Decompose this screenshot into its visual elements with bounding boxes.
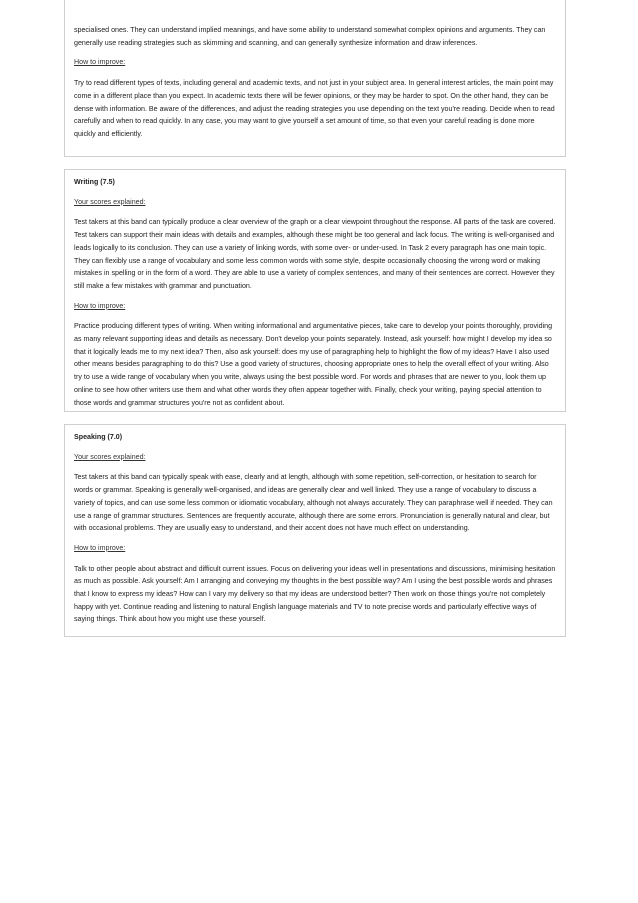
writing-section: [64, 169, 566, 412]
speaking-title: Speaking (7.0): [74, 433, 123, 441]
speaking-how-to-improve-text: Talk to other people about abstract and difficult current issues. Focus on delivering your ideas well in presentations and discussions, minimising hesitation as much as possible. Ask yourself: Am I arranging and conveying my thoughts in the best possible way? Am I using the best possible words and phrases that I know to express my ideas? How can I vary my delivery so that my ideas are understood better? Then work on those things you're not completely happy with yet. Continue reading and listening to natural English language materials and TV to note precise words and particularly effective ways of saying things. Think about how you might use these yourself.: [74, 564, 556, 624]
writing-how-to-improve-text: Practice producing different types of writing. When writing informational and argumentative pieces, take care to develop your points thoroughly, providing as many relevant supporting ideas and details as necessary. Don't develop your points separately. Instead, ask yourself: how might I develop my idea so that it logically leads me to my next idea? Then, also ask yourself: does my use of paragraphing help to highlight the flow of my ideas? Have I also used other means besides paragraphing to do this? Use a good variety of structures, choosing appropriate ones to help the overall effect of your writing. Also try to use a wide range of vocabulary when you write, always using the best possible word. For words and phrases that are newer to you, look them up online to see how other writers use them and what other words they often appear together with. Finally, check your writing, paying special attention to those words and grammar structures you're not as confident about.: [74, 322, 553, 407]
writing-scores-label: Your scores explained:: [74, 197, 146, 206]
reading-section: [64, 0, 566, 157]
speaking-how-to-improve-label: How to improve:: [74, 543, 126, 552]
speaking-scores-label: Your scores explained:: [74, 452, 146, 461]
reading-how-to-improve-label: How to improve:: [74, 58, 126, 67]
writing-scores-text: Test takers at this band can typically produce a clear overview of the graph or a clear viewpoint throughout the response. All parts of the task are covered. Test takers can support their main ideas with details and examples, although these might be too general and lack focus. The writing is well-organised and leads logically to its conclusion. They can use a variety of linking words, with some over- or under-used. In Task 2 every paragraph has one main topic. They can flexibly use a range of vocabulary and some less common words with some style, despite occasionally choosing the wrong word or making mistakes in spelling or in the form of a word. They are able to use a variety of complex sentences, and many of their sentences are correct. However they still make a few mistakes with grammar and punctuation.: [74, 218, 556, 290]
reading-how-to-improve-text: Try to read different types of texts, including general and academic texts, and not just in your subject area. In general interest articles, the main point may come in a different place than you expect. In academic texts there will be fewer opinions, or they may be harder to spot. On the other hand, they can be dense with information. Be aware of the differences, and adjust the reading strategies you use depending on the text you're reading. Decide when to read carefully and when to read quickly. In any case, you may want to give yourself a set amount of time, so that even your careful reading is done more quickly and efficiently.: [74, 79, 555, 138]
writing-how-to-improve-label: How to improve:: [74, 301, 126, 310]
reading-scores-continuation: specialised ones. They can understand implied meanings, and have some ability to understand somewhat complex opinions and arguments. They can generally use reading strategies such as skimming and scanning, and can generally synthesize information and draw inferences.: [74, 26, 546, 47]
speaking-section: [64, 424, 566, 637]
writing-title: Writing (7.5): [74, 178, 115, 186]
speaking-scores-text: Test takers at this band can typically speak with ease, clearly and at length, although with some repetition, self-correction, or hesitation to search for words or grammar. Speaking is generally well-organised, and ideas are generally clear and well linked. They use a range of vocabulary to discuss a variety of topics, and can use some less common or idiomatic vocabulary, although not always accurately. They can paraphrase well if needed. They can use a range of grammar structures. Sentences are frequently accurate, although there are some errors. Pronunciation is generally natural and clear, but with occasional problems. They are usually easy to understand, and their accent does not have much effect on understanding.: [74, 473, 553, 533]
